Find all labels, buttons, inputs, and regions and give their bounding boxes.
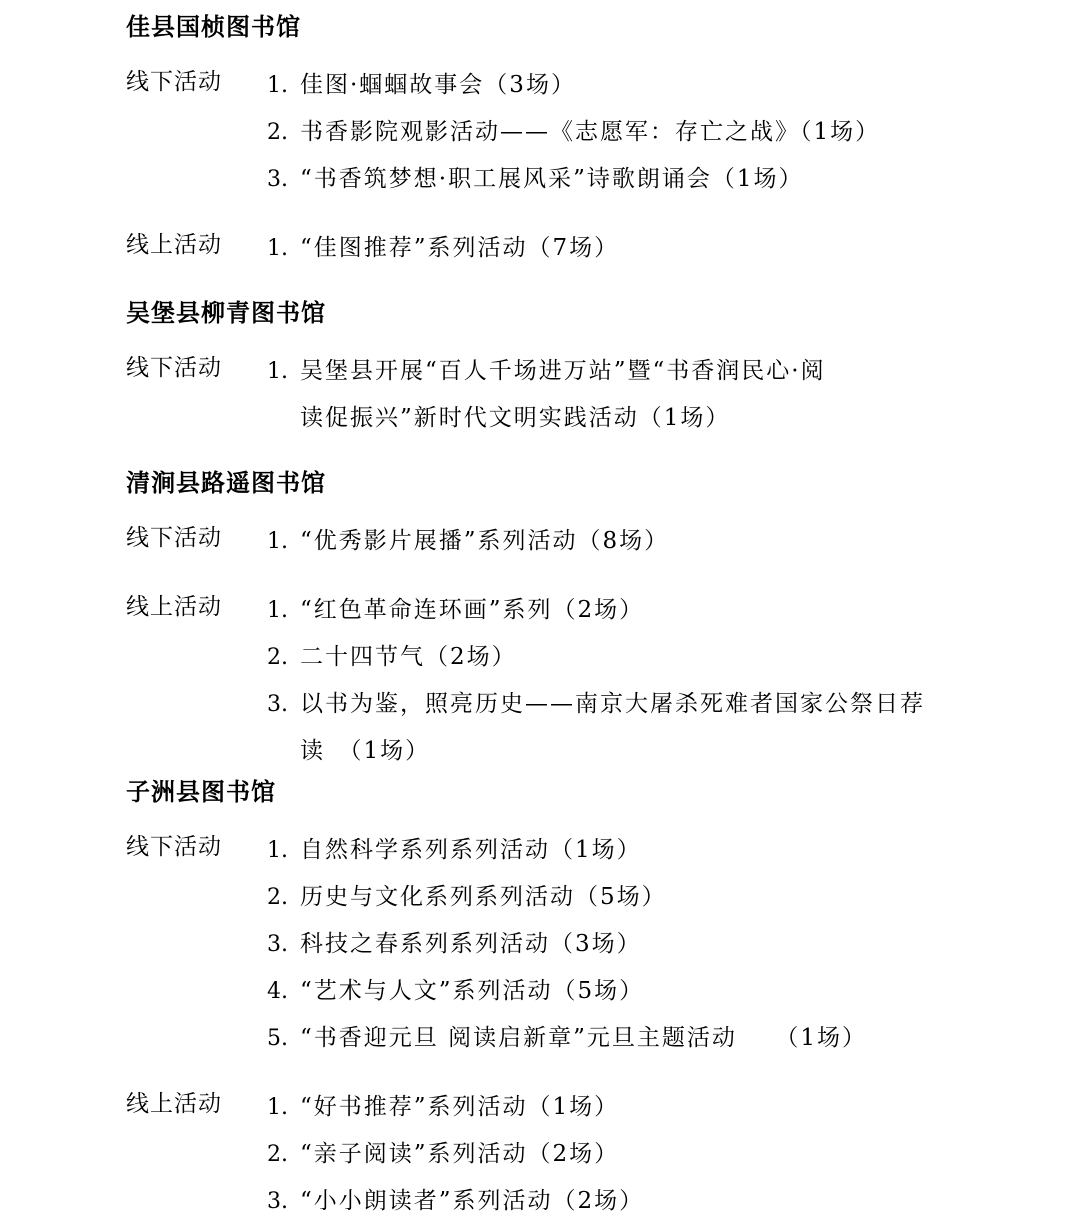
activity-list [267, 827, 867, 1062]
item-text [300, 1015, 867, 1062]
activity-list [267, 225, 619, 272]
item-text-line: “小小朗读者”系列活动（2场） [300, 1188, 645, 1214]
item-text [300, 874, 667, 921]
item-text-line: 佳图·蝈蝈故事会（3场） [300, 72, 576, 98]
item-text-line: “书香筑梦想·职工展风采”诗歌朗诵会（1场） [300, 166, 804, 192]
item-number: 1. [267, 236, 288, 261]
item-text-line: 书香影院观影活动——《志愿军：存亡之战》（1场） [300, 119, 881, 145]
library-section [126, 10, 1040, 272]
item-number: 3. [267, 1189, 288, 1214]
activity-item [267, 587, 925, 634]
activity-item [267, 681, 925, 775]
activity-item [267, 827, 867, 874]
section-title: 清涧县路遥图书馆 [126, 468, 326, 497]
item-number: 2. [267, 1142, 288, 1167]
library-section [126, 466, 1040, 775]
section-title: 子洲县图书馆 [126, 777, 276, 806]
item-number: 1. [267, 1095, 288, 1120]
item-text [300, 348, 826, 442]
activity-type-label: 线上活动 [126, 594, 222, 620]
item-text [300, 634, 517, 681]
item-text [300, 1084, 619, 1131]
item-text [300, 1178, 644, 1225]
activity-item [267, 968, 867, 1015]
item-number: 2. [267, 885, 288, 910]
activity-type-label: 线下活动 [126, 834, 222, 860]
item-text-line: 科技之春系列系列活动（3场） [300, 931, 642, 957]
item-number: 1. [267, 598, 288, 623]
activity-type-label: 线上活动 [126, 1091, 222, 1117]
activity-row [126, 225, 1040, 272]
item-text [300, 225, 619, 272]
item-number: 5. [267, 1026, 288, 1051]
item-number: 3. [267, 932, 288, 957]
activity-item [267, 518, 669, 565]
activity-item [267, 1084, 644, 1131]
item-text [300, 587, 644, 634]
activity-row [126, 348, 1040, 442]
activity-item [267, 1178, 644, 1225]
item-text [300, 827, 642, 874]
item-text [300, 156, 803, 203]
activity-list [267, 348, 826, 442]
activity-row [126, 827, 1040, 1062]
activity-row [126, 518, 1040, 565]
activity-item [267, 1131, 644, 1178]
activity-type-label: 线上活动 [126, 232, 222, 258]
item-number: 1. [267, 73, 288, 98]
item-text [300, 518, 669, 565]
activity-item [267, 348, 826, 442]
item-text-line: 吴堡县开展“百人千场进万站”暨“书香润民心·阅 [300, 358, 826, 384]
activity-item [267, 921, 867, 968]
item-text-line: “佳图推荐”系列活动（7场） [300, 235, 620, 261]
item-text-line: 读 （1场） [300, 738, 431, 764]
item-text-line: 读促振兴”新时代文明实践活动（1场） [300, 405, 731, 431]
item-text-line: “优秀影片展播”系列活动（8场） [300, 528, 670, 554]
item-number: 3. [267, 692, 288, 717]
item-text-line: 历史与文化系列系列活动（5场） [300, 884, 667, 910]
activity-list [267, 62, 880, 203]
item-number: 2. [267, 120, 288, 145]
activity-row [126, 62, 1040, 203]
activity-item [267, 62, 880, 109]
activity-item [267, 874, 867, 921]
activity-item [267, 634, 925, 681]
item-text [300, 968, 644, 1015]
item-text-line: “艺术与人文”系列活动（5场） [300, 978, 645, 1004]
activity-type-label: 线下活动 [126, 69, 222, 95]
item-text-line: “红色革命连环画”系列（2场） [300, 597, 645, 623]
item-number: 4. [267, 979, 288, 1004]
item-text-line: 二十四节气（2场） [300, 644, 517, 670]
activity-item [267, 156, 880, 203]
activity-list [267, 587, 925, 775]
item-text-line: “好书推荐”系列活动（1场） [300, 1094, 620, 1120]
section-title: 吴堡县柳青图书馆 [126, 298, 326, 327]
section-title: 佳县国桢图书馆 [126, 12, 301, 41]
item-number: 1. [267, 529, 288, 554]
item-text-line: 自然科学系列系列活动（1场） [300, 837, 642, 863]
item-number: 1. [267, 359, 288, 384]
item-text-line: “亲子阅读”系列活动（2场） [300, 1141, 620, 1167]
item-text [300, 62, 576, 109]
activity-row [126, 587, 1040, 775]
item-text-line: “书香迎元旦 阅读启新章”元旦主题活动 （1场） [300, 1025, 867, 1051]
activity-type-label: 线下活动 [126, 525, 222, 551]
item-number: 1. [267, 838, 288, 863]
item-number: 2. [267, 645, 288, 670]
library-section [126, 775, 1040, 1225]
activity-item [267, 109, 880, 156]
activity-item [267, 1015, 867, 1062]
activity-list [267, 518, 669, 565]
library-section [126, 296, 1040, 442]
item-text [300, 1131, 619, 1178]
activity-item [267, 225, 619, 272]
item-text [300, 921, 642, 968]
item-text [300, 681, 925, 775]
item-text [300, 109, 880, 156]
item-number: 3. [267, 167, 288, 192]
activity-type-label: 线下活动 [126, 355, 222, 381]
item-text-line: 以书为鉴，照亮历史——南京大屠杀死难者国家公祭日荐 [300, 691, 925, 717]
